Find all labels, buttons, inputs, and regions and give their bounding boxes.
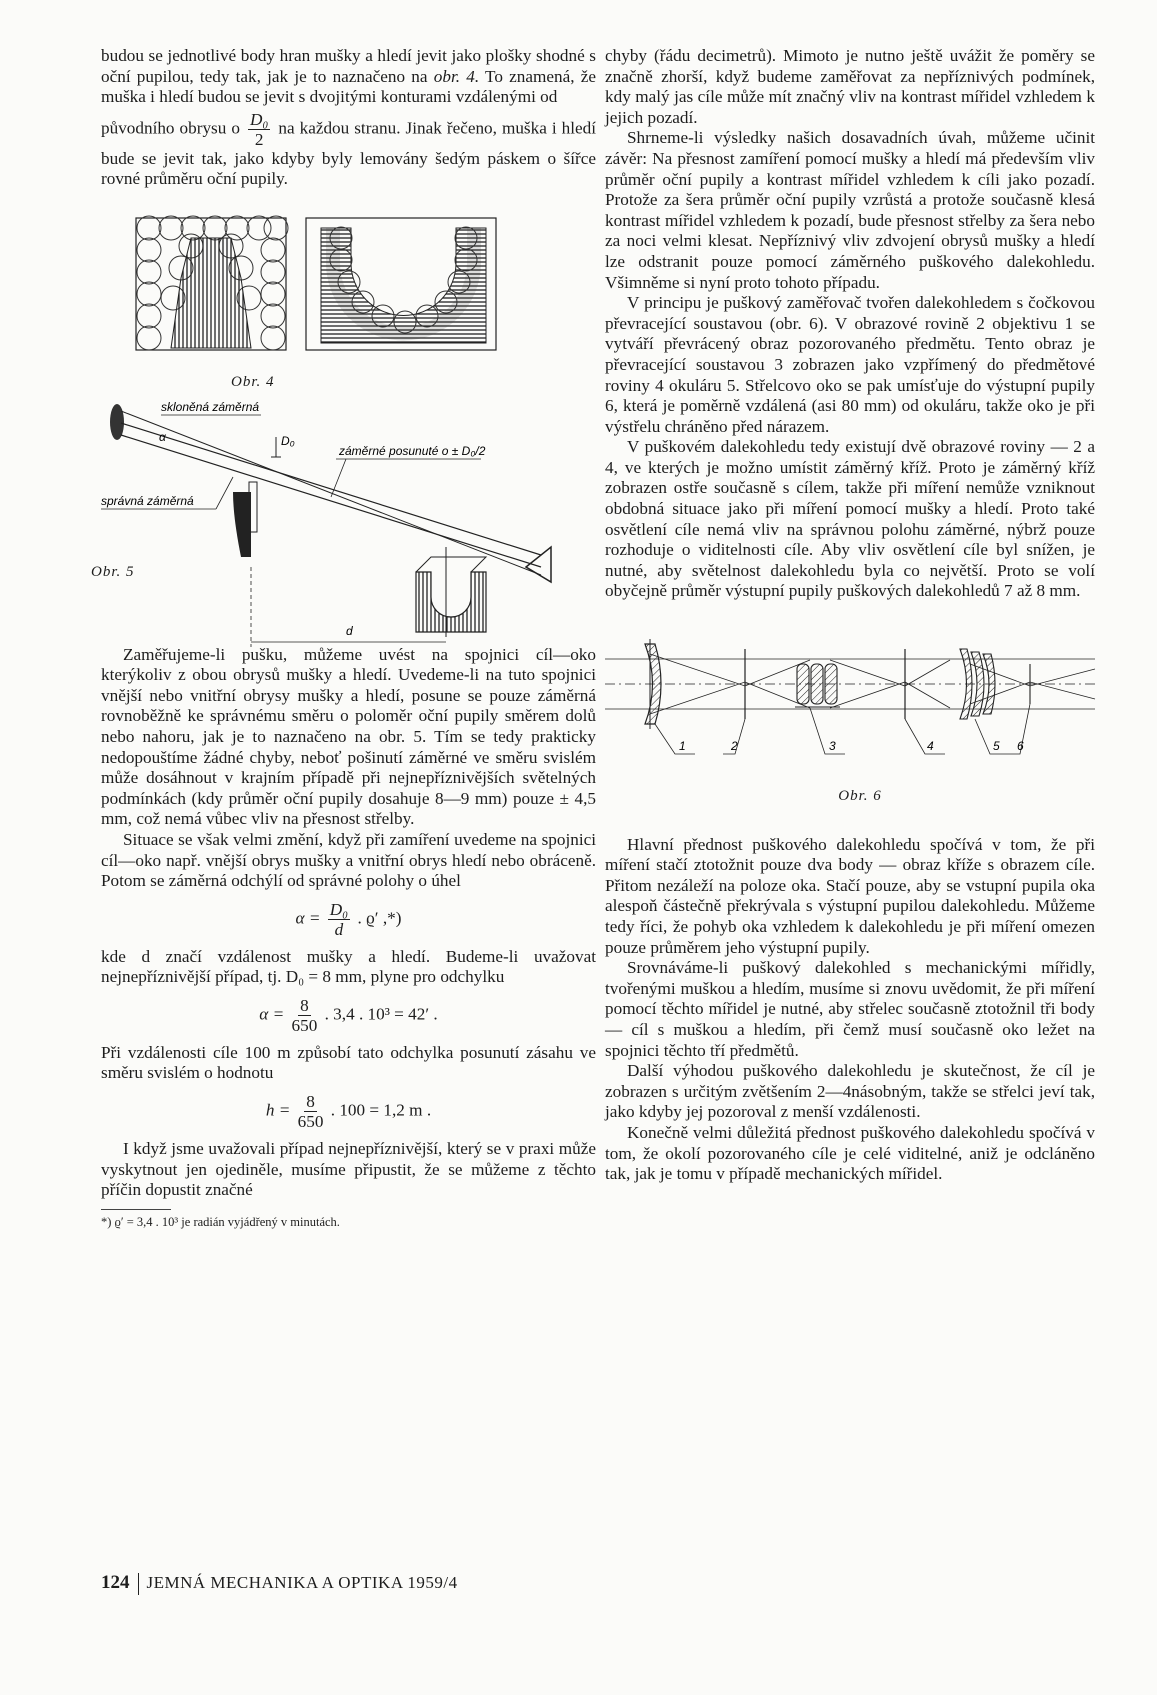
- label-correct-line: správná záměrná: [101, 493, 194, 508]
- label-4: 4: [927, 739, 934, 754]
- paragraph: kde d značí vzdálenost mušky a hledí. Budeme-li uvažovat nejnepříznivější případ, tj. D₀ = 8 mm, plyne pro odchylku: [101, 946, 596, 987]
- text: budou se jednotlivé body hran mušky a hledí jevit jako plošky shodné s oční pupilou, tedy tak, jak je to naznačeno na: [101, 46, 596, 86]
- eq-rhs: . ϱ′ ,*): [357, 908, 402, 928]
- denominator: 2: [254, 129, 264, 149]
- footnote-text: *) ϱ′ = 3,4 . 10³ je radián vyjádřený v minutách.: [101, 1214, 340, 1229]
- paragraph: Srovnáváme-li puškový dalekohled s mechanickými mířidly, tvořenými muškou a hledím, musíme si znovu uvědomit, že při míření pomocí těchto mířidel je nutné, aby střelec současně ztotožnil tři body — cíl s muškou a hledím, při čemž musí současně oko ležet na spojnici těchto tří předmětů.: [605, 958, 1095, 1060]
- denominator: 650: [291, 1015, 318, 1035]
- front-sight-image: [136, 216, 288, 350]
- eq-lhs: α =: [295, 908, 321, 928]
- fraction: [298, 1092, 324, 1131]
- paragraph: I když jsme uvažovali případ nejnepříznivější, který se v praxi může vyskytnout jen ojediněle, musíme připustit, že se můžeme z těchto příčin dopustit značné: [101, 1139, 596, 1200]
- paragraph: Situace se však velmi změní, když při zamíření uvedeme na spojnici cíl—oko např. vnější obrys mušky a vnitřní obrys hledí nebo obráceně. Potom se záměrná odchýlí od správné polohy o úhel: [101, 829, 596, 891]
- numerator: 8: [300, 995, 309, 1015]
- text: To znamená, že muška i hledí budou se jevit s dvojitými konturami vzdálenými od: [101, 66, 596, 107]
- figure-6-drawing: [605, 624, 1095, 774]
- footer-divider: [138, 1573, 139, 1595]
- paragraph: Další výhodou puškového dalekohledu je skutečnost, že cíl je zobrazen s určitým zvětšením 2—4násobným, takže se střelci jeví tak, jako kdyby jej pozoroval z menší vzdálenosti.: [605, 1061, 1095, 1122]
- paragraph: V puškovém dalekohledu tedy existují dvě obrazové roviny — 2 a 4, ve kterých je možno umístit záměrný kříž. Proto je záměrný kříž zobrazen ostře současně s cílem, takže při míření nemůže vzniknout obdobná situace jako při míření pomocí mušky a hledí. Proto také osvětlení cíle nemá vliv na správnou polohu záměrné, nýbrž pouze rozhoduje o viditelnosti cíle. Aby vliv osvětlení cíle byl snížen, je nutné, aby světelnost dalekohledu byla co největší. Proto se volí obyčejně průměr výstupní pupily puškových dalekohledů 7 až 8 mm.: [605, 437, 1095, 601]
- label-tilted-line: skloněná záměrná: [161, 399, 260, 414]
- front-sight: [233, 492, 251, 557]
- line-tilted: [121, 411, 541, 575]
- paragraph: chyby (řádu decimetrů). Mimoto je nutno ještě uvážit že poměry se značně zhorší, když budeme zaměřovat za nepříznivých podmínek, kdy malý jas cíle může mít značný vliv na kontrast mířidel vzhledem k jejich pozadí.: [605, 46, 1095, 127]
- text: původního obrysu o: [101, 118, 240, 138]
- page-footer: [101, 1572, 458, 1595]
- label-d0: D₀: [281, 433, 295, 448]
- target-disc: [110, 404, 124, 440]
- text: na každou stranu. Jinak řečeno, muška i hledí bude se jevit tak, jako kdyby byly lemovány šedým páskem o šířce rovné průměru oční pupily.: [101, 118, 597, 189]
- figure-6-caption: Obr. 6: [838, 788, 882, 805]
- paragraph: V principu je puškový zaměřovač tvořen dalekohledem s čočkovou převracející soustavou (obr. 6). V obrazové rovině 2 objektivu 1 se vytváří převrácený obraz pozorovaného předmětu. Tento obraz je převracející soustavou 3 zobrazen jako vzpřímený do předmětové roviny 4 okuláru 5. Střelcovo oko se pak umísťuje do výstupní pupily 6, která je poměrně vzdálená (asi 80 mm) od okuláru, takže oko je při výstřelu chráněno před nárazem.: [605, 293, 1095, 436]
- eq-rhs: . 3,4 . 10³ = 42′ .: [324, 1004, 438, 1024]
- label-3: 3: [829, 739, 836, 754]
- denominator: 650: [297, 1112, 324, 1132]
- journal-name: JEMNÁ MECHANIKA A OPTIKA 1959/4: [146, 1573, 458, 1592]
- footnote: [101, 1209, 340, 1233]
- fraction: [328, 900, 350, 939]
- paragraph: Hlavní přednost puškového dalekohledu spočívá v tom, že při míření stačí ztotožnit pouze dva body — obraz kříže s obrazem cíle. Přitom nezáleží na poloze oka. Stačí pouze, aby se vstupní pupila oka alespoň částečně překrývala s výstupní pupilou dalekohledu. Můžeme tedy říci, že pohyb oka vzhledem k dalekohledu je při míření omezen pouze průměrem jeho výstupní pupily.: [605, 834, 1095, 957]
- figure-5-caption: Obr. 5: [91, 563, 135, 580]
- erector-system: [795, 664, 840, 707]
- figure-6: [605, 624, 1095, 807]
- equation-1: [101, 900, 596, 939]
- figure-4-caption: Obr. 4: [231, 373, 275, 390]
- label-2: 2: [731, 739, 738, 754]
- equation-3: [101, 1092, 596, 1131]
- label-6: 6: [1017, 739, 1024, 754]
- paragraph: Zaměřujeme-li pušku, můžeme uvést na spojnici cíl—oko kterýkoliv z obou obrysů mušky a hledí. Uvedeme-li na tuto spojnici vnější nebo vnitřní obrysy mušky a hledí, posune se pouze záměrná rovnoběžně ke správnému směru o poloměr oční pupily směrem dolů nebo nahoru, jak je to naznačeno na obr. 5. Tím se tedy prakticky nedopouštíme žádné chyby, neboť pošinutí záměrné ve směru svislém může dosáhnout v krajním případě při nejnepříznivějších světelných podmínkách (kdy průměr oční pupily dosahuje 8—9 mm) pouze ± 4,5 mm, což nemá vůbec vliv na přesnost střelby.: [101, 644, 596, 829]
- figure-4-drawing: [101, 208, 501, 368]
- figure-5-drawing: [101, 397, 596, 638]
- left-column: [91, 46, 597, 1232]
- paragraph: [101, 46, 596, 108]
- fraction: [248, 110, 270, 149]
- paragraph: Shrneme-li výsledky našich dosavadních úvah, můžeme učinit závěr: Na přesnost zamíření pomocí mušky a hledí má především vliv průměr oční pupily a kontrast mířidel vzhledem k cíli jako pozadí. Protože za šera průměr oční pupily vzrůstá a protože současně klesá kontrast mířidel vzhledem k pozadí, bude přesnost střelby za šera nebo za noci velmi klesat. Nepříznivý vliv zdvojení obrysů mušky a hledí lze odstranit pouze pomocí záměrného puškového dalekohledu. Všimněme si nyní proto tohoto případu.: [605, 128, 1095, 292]
- paragraph: Při vzdálenosti cíle 100 m způsobí tato odchylka posunutí zásahu ve směru svislém o hodnotu: [101, 1042, 596, 1083]
- numerator: D₀: [249, 109, 269, 129]
- label-distance: d: [346, 623, 353, 638]
- right-column: [605, 46, 1095, 1185]
- fraction: [292, 996, 318, 1035]
- rear-sight: [416, 547, 486, 637]
- eq-lhs: h =: [265, 1100, 291, 1120]
- rear-sight-image: [306, 218, 496, 350]
- label-5: 5: [993, 739, 1000, 754]
- label-shifted-line: záměrné posunuté o ± D₀/2: [339, 443, 486, 458]
- line-shifted: [121, 423, 541, 555]
- page-number: 124: [101, 1572, 130, 1593]
- equation-2: [101, 996, 596, 1035]
- numerator: 8: [306, 1092, 315, 1112]
- figure-5: [91, 397, 596, 638]
- figure-reference: obr. 4.: [433, 66, 480, 86]
- eq-lhs: α =: [259, 1004, 285, 1024]
- numerator: D₀: [329, 899, 349, 919]
- label-alpha: α: [159, 429, 166, 444]
- label-1: 1: [679, 739, 686, 754]
- paragraph: Konečně velmi důležitá přednost puškového dalekohledu spočívá v tom, že okolí pozorovaného cíle je celé viditelné, aniž je odcláněno tak, jak je tomu v případě mechanických mířidel.: [605, 1122, 1095, 1184]
- paragraph: [101, 110, 596, 190]
- eq-rhs: . 100 = 1,2 m .: [330, 1100, 432, 1120]
- denominator: d: [334, 919, 344, 939]
- eye-icon: [526, 547, 551, 582]
- figure-4: [101, 208, 596, 393]
